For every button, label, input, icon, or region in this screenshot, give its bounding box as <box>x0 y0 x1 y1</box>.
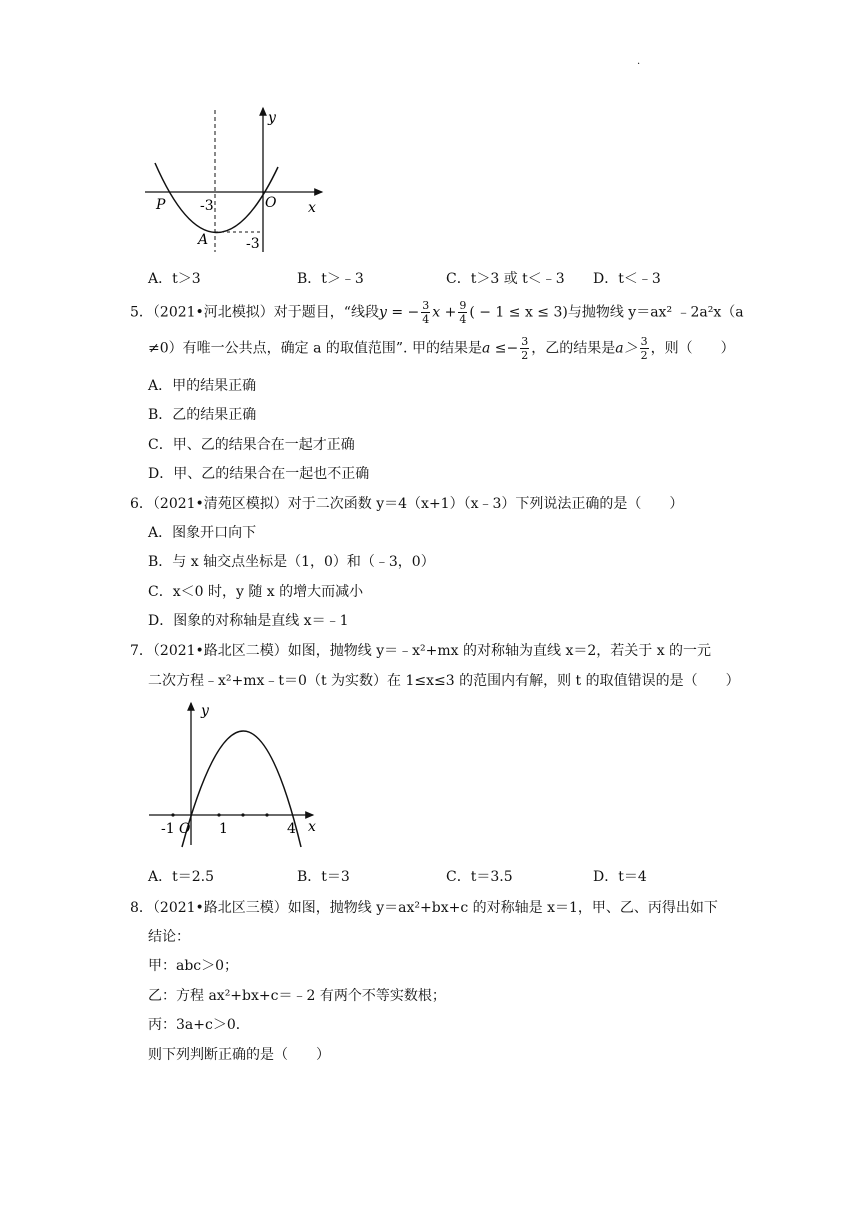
q7-option-d[interactable]: D．t＝4 <box>593 869 647 885</box>
q5-option-a[interactable]: A．甲的结果正确 <box>148 378 257 394</box>
q5-frac-3-2a-num: 3 <box>521 335 529 348</box>
fig4-o-label: O <box>265 195 277 211</box>
parabola-curve <box>155 163 278 233</box>
tick-3 <box>265 813 268 816</box>
fig7-4-label: 4 <box>287 821 296 837</box>
q4-parabola-figure <box>140 100 340 260</box>
q5-text-d: ，乙的结果是 <box>531 340 616 357</box>
q7-stem-line1: 7．（2021•路北区二模）如图，抛物线 y＝﹣x²+mx 的对称轴为直线 x＝2，若关于 x 的一元 <box>130 643 712 659</box>
q5-option-b[interactable]: B．乙的结果正确 <box>148 407 257 423</box>
q7-stem-line2: 二次方程﹣x²+mx﹣t＝0（t 为实数）在 1≤x≤3 的范围内有解，则 t 的取值错误的是（ ） <box>148 673 740 689</box>
q8-stem-line2: 结论： <box>148 929 190 945</box>
q5-frac-3-4-den: 4 <box>422 313 430 326</box>
q5-frac-3-4-num: 3 <box>422 299 430 312</box>
q8-question: 则下列判断正确的是（ ） <box>148 1047 330 1063</box>
parabola-curve <box>182 731 301 847</box>
tick-1 <box>217 813 220 816</box>
q5-text-a: 5．（2021•河北模拟）对于题目，“线段 <box>130 304 379 321</box>
q5-text-e: ，则（ ） <box>650 340 735 357</box>
q4-option-b[interactable]: B．t＞﹣3 <box>297 271 364 287</box>
q4-option-c[interactable]: C．t＞3 或 t＜﹣3 <box>446 271 565 287</box>
fig7-x-label: x <box>308 819 316 835</box>
q8-conclusion-jia: 甲：abc＞0； <box>148 958 239 974</box>
q5-stem-line1 <box>130 300 744 325</box>
q7-parabola-figure <box>145 695 335 855</box>
fig4-a-label: A <box>198 232 209 248</box>
fig7-1-label: 1 <box>219 821 228 837</box>
q4-option-d[interactable]: D．t＜﹣3 <box>593 271 661 287</box>
q6-option-a[interactable]: A．图象开口向下 <box>148 525 257 541</box>
q8-conclusion-bing: 丙：3a+c＞0． <box>148 1017 250 1033</box>
q5-frac-3-2a-den: 2 <box>521 349 529 362</box>
q5-frac-3-2b-num: 3 <box>640 335 648 348</box>
q7-option-b[interactable]: B．t＝3 <box>297 869 350 885</box>
q5-frac-3-4 <box>421 300 430 325</box>
q5-stem-line2 <box>148 336 735 361</box>
q8-conclusion-yi: 乙：方程 ax²+bx+c＝﹣2 有两个不等实数根； <box>148 988 446 1004</box>
fig4-p-label: P <box>156 197 166 213</box>
q5-frac-9-4 <box>458 300 467 325</box>
q5-frac-3-2b-den: 2 <box>640 349 648 362</box>
fig7-minus1-label: -1 <box>161 821 175 837</box>
q5-option-d[interactable]: D．甲、乙的结果合在一起也不正确 <box>148 466 370 482</box>
q5-text-b: 与抛物线 y＝ax² ﹣2a²x（a <box>567 304 744 321</box>
q7-option-c[interactable]: C．t＝3.5 <box>446 869 513 885</box>
q5-text-c: ≠0）有唯一公共点，确定 a 的取值范围”. 甲的结果是 <box>148 340 482 357</box>
tick-minus1 <box>171 813 174 816</box>
q4-option-a[interactable]: A．t＞3 <box>148 271 201 287</box>
fig4-minus3-y: -3 <box>246 236 260 252</box>
fig7-y-label: y <box>201 703 209 719</box>
fig4-x-label: x <box>308 200 316 216</box>
fig7-o-label: O <box>179 821 191 837</box>
q5-frac-3-2b <box>640 336 649 361</box>
fig4-minus3-x: -3 <box>200 198 214 214</box>
q5-yi-math: a＞ <box>615 340 638 357</box>
q8-stem-line1: 8．（2021•路北区三模）如图，抛物线 y＝ax²+bx+c 的对称轴是 x＝1，甲、乙、丙得出如下 <box>130 900 718 916</box>
q7-option-a[interactable]: A．t＝2.5 <box>148 869 215 885</box>
q5-frac-9-4-den: 4 <box>459 313 467 326</box>
q6-option-c[interactable]: C．x＜0 时，y 随 x 的增大而减小 <box>148 584 364 600</box>
header-dot: . <box>637 56 641 67</box>
q5-jia-math: a ≤− <box>481 340 519 357</box>
tick-2 <box>241 813 244 816</box>
q6-option-b[interactable]: B．与 x 轴交点坐标是（1，0）和（﹣3，0） <box>148 554 435 570</box>
q5-frac-3-2a <box>520 336 529 361</box>
q6-stem: 6．（2021•清苑区模拟）对于二次函数 y＝4（x+1）（x﹣3）下列说法正确的是（ ） <box>130 496 684 512</box>
q5-math-range: ( − 1 ≤ x ≤ 3) <box>469 304 568 321</box>
q5-math-mid: x + <box>432 304 457 321</box>
fig4-y-label: y <box>268 110 276 126</box>
q5-frac-9-4-num: 9 <box>459 299 467 312</box>
q5-option-c[interactable]: C．甲、乙的结果合在一起才正确 <box>148 437 355 453</box>
q6-option-d[interactable]: D．图象的对称轴是直线 x＝﹣1 <box>148 613 349 629</box>
q5-math-y: y = − <box>378 304 420 321</box>
